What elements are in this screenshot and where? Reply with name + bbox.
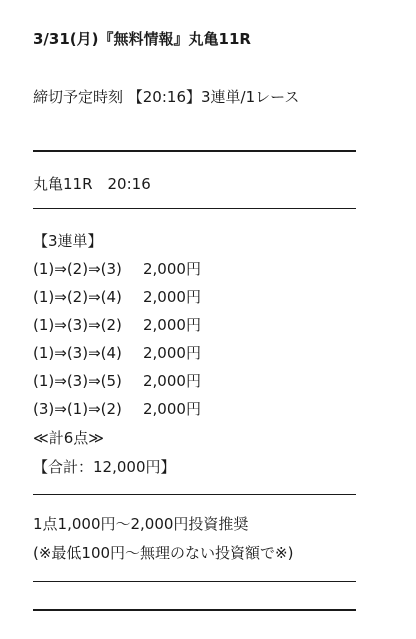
combo-amount: 2,000円 bbox=[143, 260, 201, 278]
combo-amount: 2,000円 bbox=[143, 372, 201, 390]
divider bbox=[33, 208, 356, 209]
divider bbox=[33, 609, 356, 611]
combo-text: (1)⇒(3)⇒(2) bbox=[33, 316, 122, 334]
combo-amount: 2,000円 bbox=[143, 400, 201, 418]
combo-row bbox=[33, 371, 201, 399]
combo-text: (1)⇒(2)⇒(3) bbox=[33, 260, 122, 278]
divider bbox=[33, 150, 356, 152]
deadline-text: 締切予定時刻 【20:16】3連単/1レース bbox=[33, 88, 300, 106]
page-title: 3/31(月)『無料情報』丸亀11R bbox=[33, 30, 251, 48]
combo-text: (3)⇒(1)⇒(2) bbox=[33, 400, 122, 418]
combo-text: (1)⇒(2)⇒(4) bbox=[33, 288, 122, 306]
combo-text: (1)⇒(3)⇒(4) bbox=[33, 344, 122, 362]
note-text: (※最低100円～無理のない投資額で※) bbox=[33, 544, 294, 562]
total-points: ≪計6点≫ bbox=[33, 429, 104, 447]
bet-type-label: 【3連単】 bbox=[33, 232, 103, 250]
total-amount: 【合計：12,000円】 bbox=[33, 458, 176, 476]
combo-row bbox=[33, 315, 201, 343]
combo-list bbox=[33, 259, 201, 427]
divider bbox=[33, 494, 356, 495]
combo-text: (1)⇒(3)⇒(5) bbox=[33, 372, 122, 390]
combo-amount: 2,000円 bbox=[143, 316, 201, 334]
combo-row bbox=[33, 343, 201, 371]
combo-amount: 2,000円 bbox=[143, 344, 201, 362]
recommend-text: 1点1,000円～2,000円投資推奨 bbox=[33, 515, 249, 533]
combo-row bbox=[33, 259, 201, 287]
divider bbox=[33, 581, 356, 582]
combo-row bbox=[33, 287, 201, 315]
race-label: 丸亀11R 20:16 bbox=[33, 175, 151, 193]
combo-amount: 2,000円 bbox=[143, 288, 201, 306]
combo-row bbox=[33, 399, 201, 427]
content-area bbox=[33, 0, 358, 639]
